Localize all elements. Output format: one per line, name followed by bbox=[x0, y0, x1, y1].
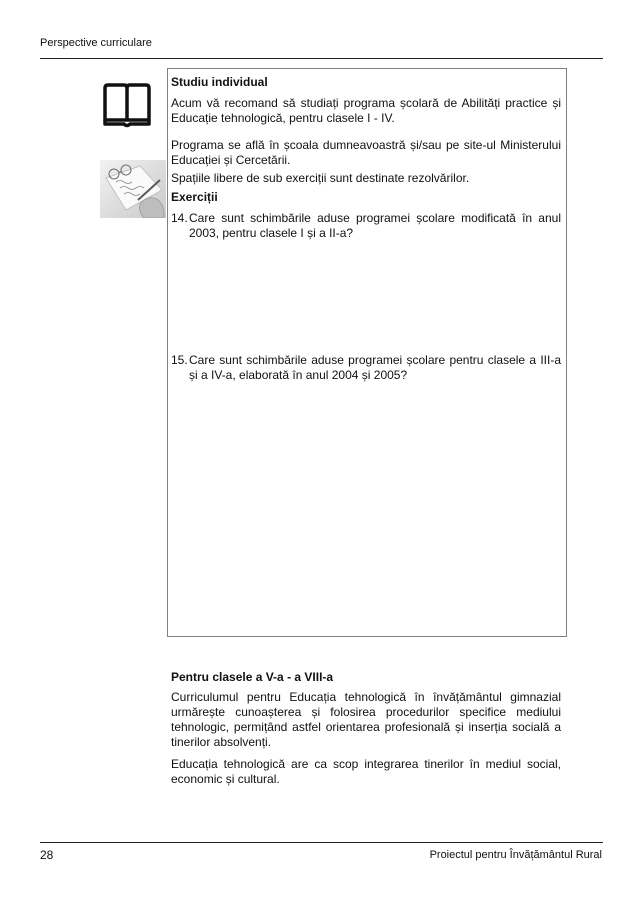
section-paragraph: Curriculumul pentru Educația tehnologică în învățământul gimnazial urmărește cunoașterea și folosirea procedurilor specifice mediului tehnologic, permițând astfel orientarea profesională și inserția socială a tinerilor absolvenți. bbox=[171, 690, 561, 749]
open-book-icon bbox=[102, 82, 152, 128]
study-paragraph: Acum vă recomand să studiați programa școlară de Abilități practice și Educație tehnologică, pentru clasele I - IV. bbox=[171, 96, 561, 125]
header-divider bbox=[40, 58, 603, 59]
study-paragraph: Programa se află în școala dumneavoastră și/sau pe site-ul Ministerului Educației și Cercetării. bbox=[171, 138, 561, 167]
exercise-text: Care sunt schimbările aduse programei școlare modificată în anul 2003, pentru clasele I și a II-a? bbox=[189, 211, 561, 240]
running-header: Perspective curriculare bbox=[40, 37, 152, 49]
section-paragraph: Educația tehnologică are ca scop integrarea tinerilor în mediul social, economic și cultural. bbox=[171, 757, 561, 786]
exercise-number: 15. bbox=[171, 353, 188, 367]
exercise-number: 14. bbox=[171, 211, 188, 225]
section-heading: Pentru clasele a V-a - a VIII-a bbox=[171, 670, 334, 684]
study-paragraph: Spațiile libere de sub exerciții sunt destinate rezolvărilor. bbox=[171, 171, 470, 185]
exercise-item bbox=[171, 211, 561, 241]
exercise-item bbox=[171, 353, 561, 383]
study-heading: Studiu individual bbox=[171, 75, 268, 89]
exercises-heading: Exerciții bbox=[171, 190, 218, 204]
hand-writing-photo bbox=[100, 160, 166, 218]
exercise-text: Care sunt schimbările aduse programei școlare pentru clasele a III-a și a IV-a, elaborată în anul 2004 și 2005? bbox=[189, 353, 561, 382]
footer-divider bbox=[40, 842, 603, 843]
footer-project-name: Proiectul pentru Învățământul Rural bbox=[429, 849, 602, 861]
page-number: 28 bbox=[40, 848, 54, 862]
